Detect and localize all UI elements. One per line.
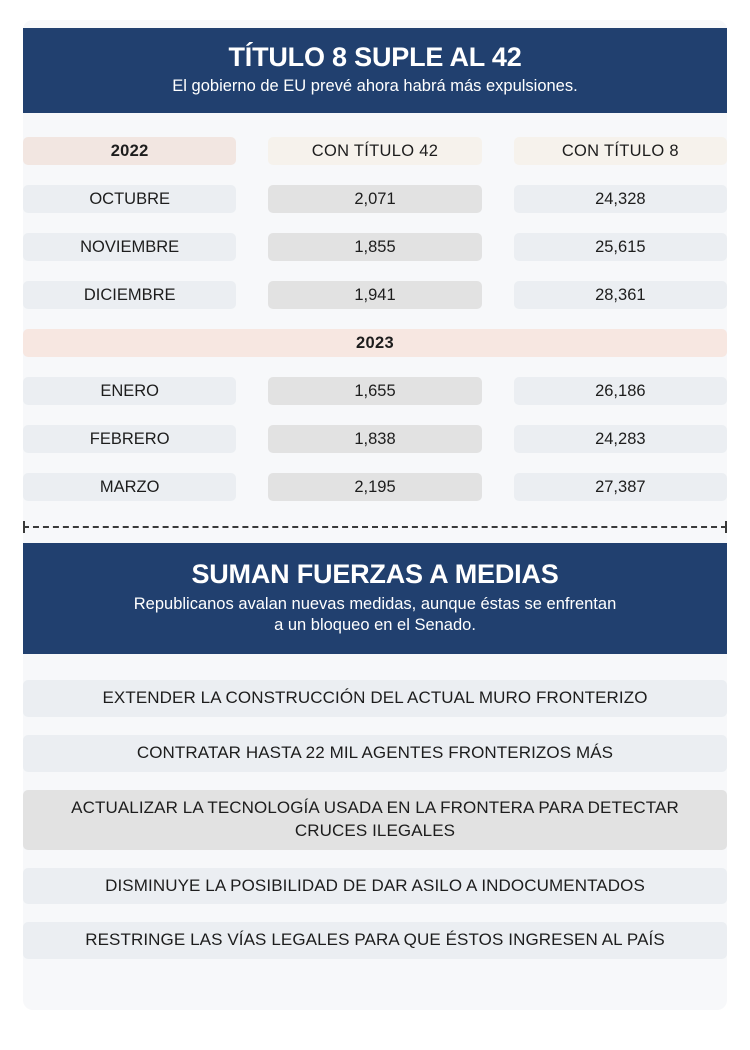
table-row (23, 281, 727, 309)
row-title8: 28,361 (514, 281, 727, 309)
table-row (23, 473, 727, 501)
section2-title: SUMAN FUERZAS A MEDIAS (191, 559, 559, 590)
list-item: DISMINUYE LA POSIBILIDAD DE DAR ASILO A INDOCUMENTADOS (23, 868, 727, 905)
table-row (23, 425, 727, 453)
list-item: ACTUALIZAR LA TECNOLOGÍA USADA EN LA FRONTERA PARA DETECTAR CRUCES ILEGALES (23, 790, 727, 850)
section2-subtitle-line2: a un bloqueo en el Senado. (274, 615, 476, 634)
section1-title: TÍTULO 8 SUPLE AL 42 (228, 42, 522, 72)
row-title8: 24,328 (514, 185, 727, 213)
row-month: ENERO (23, 377, 236, 405)
section1-subtitle: El gobierno de EU prevé ahora habrá más expulsiones. (172, 77, 578, 96)
dashed-line-icon (23, 526, 727, 528)
row-title8: 26,186 (514, 377, 727, 405)
list-item: RESTRINGE LAS VÍAS LEGALES PARA QUE ÉSTOS INGRESEN AL PAÍS (23, 922, 727, 959)
section-divider (23, 521, 727, 533)
expulsions-table (23, 113, 727, 501)
table-row (23, 233, 727, 261)
row-title8: 25,615 (514, 233, 727, 261)
year-band-label: 2023 (23, 329, 727, 357)
header-title-42: CON TÍTULO 42 (268, 137, 481, 165)
row-title42: 1,838 (268, 425, 481, 453)
row-month: DICIEMBRE (23, 281, 236, 309)
row-title8: 24,283 (514, 425, 727, 453)
row-title42: 1,855 (268, 233, 481, 261)
row-title42: 2,195 (268, 473, 481, 501)
divider-end-cap-right (725, 521, 727, 533)
section1-banner (23, 28, 727, 113)
row-title42: 2,071 (268, 185, 481, 213)
row-month: OCTUBRE (23, 185, 236, 213)
list-item: EXTENDER LA CONSTRUCCIÓN DEL ACTUAL MURO FRONTERIZO (23, 680, 727, 717)
measures-list (23, 654, 727, 960)
table-row (23, 377, 727, 405)
row-title42: 1,941 (268, 281, 481, 309)
table-header-row (23, 137, 727, 165)
row-title42: 1,655 (268, 377, 481, 405)
section2-subtitle-line1: Republicanos avalan nuevas medidas, aunque éstas se enfrentan (133, 594, 617, 613)
list-item: CONTRATAR HASTA 22 MIL AGENTES FRONTERIZOS MÁS (23, 735, 727, 772)
row-month: MARZO (23, 473, 236, 501)
year-band-2023 (23, 329, 727, 357)
header-year-2022: 2022 (23, 137, 236, 165)
header-title-8: CON TÍTULO 8 (514, 137, 727, 165)
section2-banner (23, 543, 727, 653)
row-month: NOVIEMBRE (23, 233, 236, 261)
row-month: FEBRERO (23, 425, 236, 453)
row-title8: 27,387 (514, 473, 727, 501)
table-row (23, 185, 727, 213)
